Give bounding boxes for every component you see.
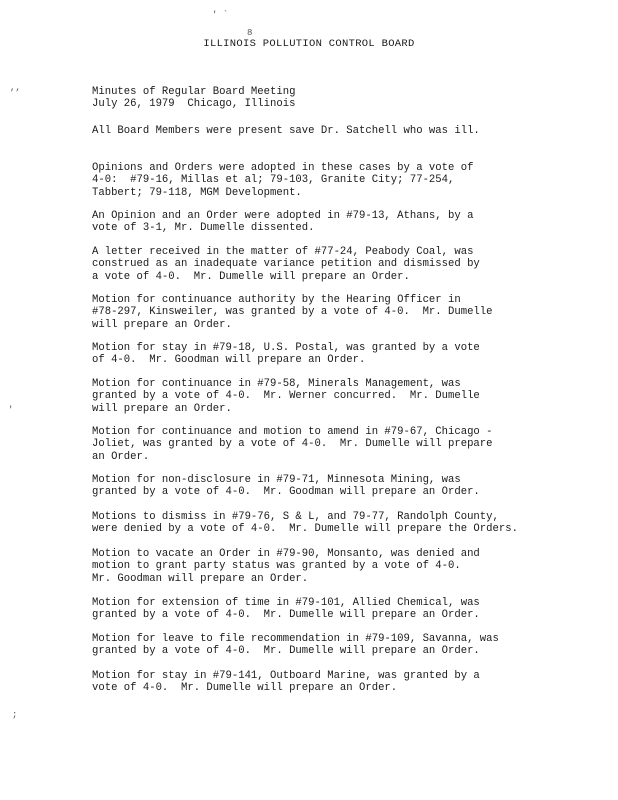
minutes-paragraph xyxy=(92,342,570,367)
text-line: Opinions and Orders were adopted in these cases by a vote of xyxy=(92,162,474,174)
text-line: Motion for continuance in #79-58, Minerals Management, was xyxy=(92,378,461,390)
margin-mark: ,, xyxy=(10,83,21,93)
margin-mark: ; xyxy=(12,710,18,720)
minutes-paragraph xyxy=(92,511,570,536)
text-line: were denied by a vote of 4-0. Mr. Dumelle will prepare the Orders. xyxy=(92,523,518,536)
text-line: vote of 4-0. Mr. Dumelle will prepare an Order. xyxy=(92,682,398,695)
text-line: construed as an inadequate variance petition and dismissed by xyxy=(92,258,480,271)
text-line: Tabbert; 79-118, MGM Development. xyxy=(92,186,302,199)
text-line: All Board Members were present save Dr. Satchell who was ill. xyxy=(92,125,480,137)
text-line: Motion to vacate an Order in #79-90, Monsanto, was denied and xyxy=(92,548,480,560)
document-header: ILLINOIS POLLUTION CONTROL BOARD xyxy=(203,38,415,50)
text-line: an Order. xyxy=(92,450,150,463)
text-line: Motion for continuance and motion to amend in #79-67, Chicago - xyxy=(92,426,493,438)
scan-speck: ' ` xyxy=(212,10,229,20)
text-line: granted by a vote of 4-0. Mr. Werner concurred. Mr. Dumelle xyxy=(92,390,480,403)
minutes-paragraph xyxy=(92,633,570,658)
text-line: of 4-0. Mr. Goodman will prepare an Order. xyxy=(92,354,366,367)
text-line: a vote of 4-0. Mr. Dumelle will prepare an Order. xyxy=(92,270,410,283)
text-line: #78-297, Kinsweiler, was granted by a vote of 4-0. Mr. Dumelle xyxy=(92,306,493,319)
text-line: Motion for leave to file recommendation in #79-109, Savanna, was xyxy=(92,633,499,645)
text-line: Minutes of Regular Board Meeting xyxy=(92,86,296,98)
margin-mark: ' xyxy=(8,405,14,415)
text-line: 4-0: #79-16, Millas et al; 79-103, Granite City; 77-254, xyxy=(92,174,455,187)
text-line: Joliet, was granted by a vote of 4-0. Mr. Dumelle will prepare xyxy=(92,438,493,451)
text-line: granted by a vote of 4-0. Mr. Goodman will prepare an Order. xyxy=(92,486,480,499)
attendance-paragraph xyxy=(92,125,570,137)
minutes-paragraph xyxy=(92,210,570,235)
text-line: will prepare an Order. xyxy=(92,402,232,415)
minutes-paragraph xyxy=(92,426,570,463)
minutes-paragraph xyxy=(92,294,570,331)
text-line: Motions to dismiss in #79-76, S & L, and 79-77, Randolph County, xyxy=(92,511,499,523)
text-line: motion to grant party status was granted by a vote of 4-0. xyxy=(92,560,461,573)
text-line: Motion for stay in #79-18, U.S. Postal, was granted by a vote xyxy=(92,342,480,354)
minutes-paragraph xyxy=(92,548,570,585)
text-line: A letter received in the matter of #77-24, Peabody Coal, was xyxy=(92,246,474,258)
minutes-paragraph xyxy=(92,246,570,283)
minutes-paragraph xyxy=(92,162,570,199)
text-line: Mr. Goodman will prepare an Order. xyxy=(92,572,309,585)
minutes-paragraph xyxy=(92,474,570,499)
text-line: Motion for non-disclosure in #79-71, Minnesota Mining, was xyxy=(92,474,461,486)
text-line: Motion for continuance authority by the Hearing Officer in xyxy=(92,294,461,306)
minutes-paragraph xyxy=(92,378,570,415)
text-line: granted by a vote of 4-0. Mr. Dumelle will prepare an Order. xyxy=(92,609,480,622)
text-line: will prepare an Order. xyxy=(92,318,232,331)
scan-speck: 8 xyxy=(247,28,253,38)
text-line: July 26, 1979 Chicago, Illinois xyxy=(92,98,296,111)
text-line: granted by a vote of 4-0. Mr. Dumelle will prepare an Order. xyxy=(92,645,480,658)
text-line: Motion for extension of time in #79-101, Allied Chemical, was xyxy=(92,597,480,609)
text-line: vote of 3-1, Mr. Dumelle dissented. xyxy=(92,222,315,235)
text-line: An Opinion and an Order were adopted in #79-13, Athans, by a xyxy=(92,210,474,222)
minutes-title xyxy=(92,86,570,111)
minutes-paragraph xyxy=(92,670,570,695)
minutes-paragraph xyxy=(92,597,570,622)
text-line: Motion for stay in #79-141, Outboard Marine, was granted by a xyxy=(92,670,480,682)
